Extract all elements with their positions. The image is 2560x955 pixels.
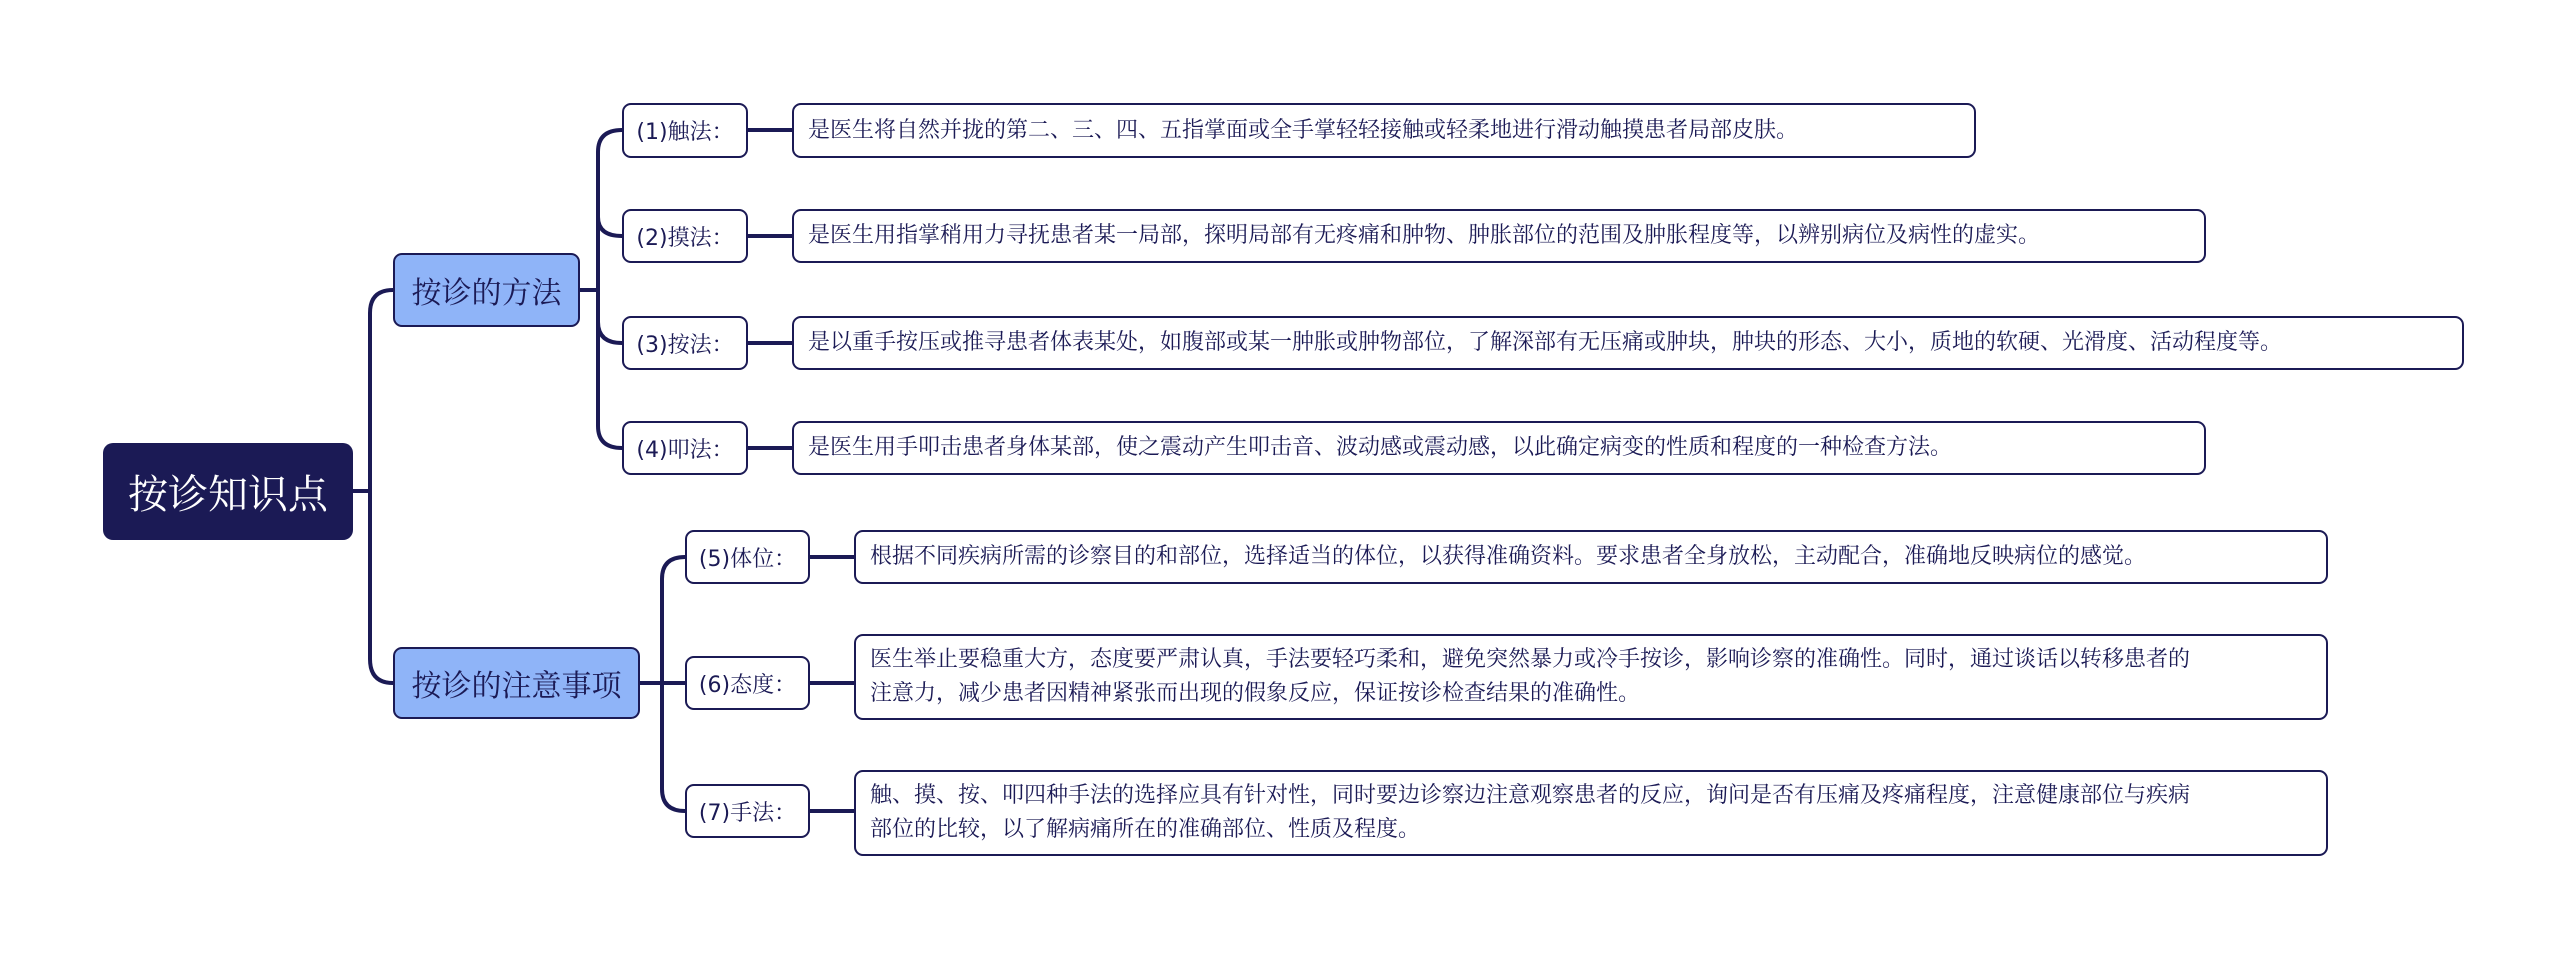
desc-technique-line-2: 部位的比较，以了解病痛所在的准确部位、性质及程度。 — [870, 817, 1421, 842]
label-posture[interactable]: (5)体位： — [685, 530, 810, 584]
desc-posture[interactable]: 根据不同疾病所需的诊察目的和部位，选择适当的体位，以获得准确资料。要求患者全身放松，主动配合，准确地反映病位的感觉。 — [854, 530, 2328, 584]
desc-press[interactable]: 是以重手按压或推寻患者体表某处，如腹部或某一肿胀或肿物部位，了解深部有无压痛或肿块，肿块的形态、大小，质地的软硬、光滑度、活动程度等。 — [792, 316, 2464, 370]
desc-technique-line-1: 触、摸、按、叩四种手法的选择应具有针对性，同时要边诊察边注意观察患者的反应，询问是否有压痛及疼痛程度，注意健康部位与疾病 — [870, 783, 2191, 808]
desc-percuss[interactable]: 是医生用手叩击患者身体某部，使之震动产生叩击音、波动感或震动感，以此确定病变的性质和程度的一种检查方法。 — [792, 421, 2206, 475]
label-percuss[interactable]: (4)叩法： — [622, 421, 748, 475]
desc-attitude-text — [870, 643, 2190, 711]
desc-technique-text — [870, 779, 2190, 847]
label-press[interactable]: (3)按法： — [622, 316, 748, 370]
label-attitude[interactable]: (6)态度： — [685, 656, 810, 710]
desc-attitude-line-1: 医生举止要稳重大方，态度要严肃认真，手法要轻巧柔和，避免突然暴力或冷手按诊，影响诊察的准确性。同时，通过谈话以转移患者的 — [870, 647, 2191, 672]
desc-technique[interactable] — [854, 770, 2328, 856]
desc-attitude-line-2: 注意力，减少患者因精神紧张而出现的假象反应，保证按诊检查结果的准确性。 — [870, 681, 1641, 706]
root-topic[interactable]: 按诊知识点 — [103, 443, 353, 540]
label-technique[interactable]: (7)手法： — [685, 784, 810, 838]
branch-precautions[interactable]: 按诊的注意事项 — [393, 647, 640, 719]
desc-attitude[interactable] — [854, 634, 2328, 720]
label-touch[interactable]: (1)触法： — [622, 103, 748, 158]
desc-touch[interactable]: 是医生将自然并拢的第二、三、四、五指掌面或全手掌轻轻接触或轻柔地进行滑动触摸患者局部皮肤。 — [792, 103, 1976, 158]
desc-stroke[interactable]: 是医生用指掌稍用力寻抚患者某一局部，探明局部有无疼痛和肿物、肿胀部位的范围及肿胀程度等，以辨别病位及病性的虚实。 — [792, 209, 2206, 263]
label-stroke[interactable]: (2)摸法： — [622, 209, 748, 263]
branch-methods[interactable]: 按诊的方法 — [393, 253, 580, 327]
